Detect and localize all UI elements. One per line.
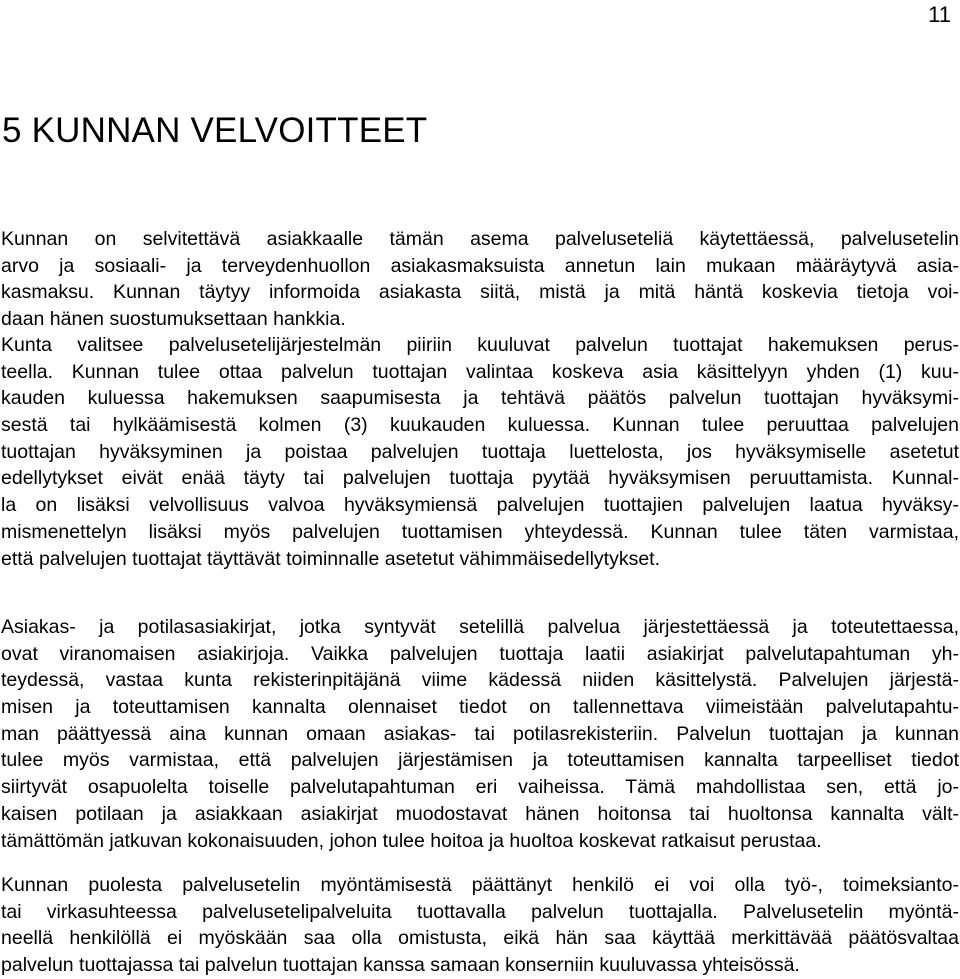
paragraph-2 [1,332,959,572]
text-line: että palvelujen tuottajat täyttävät toiminnalle asetetut vähimmäisedellytykset. [1,547,661,570]
paragraph-1 [1,226,959,333]
text-line: edellytykset eivät enää täyty tai palvelujen tuottaja pyytää hyväksymisen peruuttamista. Kunnal- [1,467,959,490]
text-line: man päättyessä aina kunnan omaan asiakas- tai potilasrekisteriin. Palvelun tuottajan ja kunnan [1,722,959,745]
text-line: Asiakas- ja potilasasiakirjat, jotka syntyvät setelillä palvelua järjestettäessä ja toteutettaessa, [1,616,959,638]
text-line: neellä henkilöllä ei myöskään saa olla omistusta, eikä hän saa käyttää merkittävää päätösvaltaa [1,927,959,950]
text-line: siirtyvät osapuolelta toiselle palvelutapahtuman eri vaiheissa. Tämä mahdollistaa sen, että jo- [1,776,959,799]
paragraph-3 [1,614,959,854]
text-line: la on lisäksi velvollisuus valvoa hyväksymiensä palvelujen tuottajien palvelujen laatua hyväksy- [1,494,959,517]
text-line: tuottajan hyväksyminen ja poistaa palvelujen tuottaja luettelosta, jos hyväksymiselle asetetut [1,440,959,463]
section-heading: 5 KUNNAN VELVOITTEET [2,111,428,150]
paragraph-4 [1,872,959,979]
text-line: misen ja toteuttamisen kannalta olennaiset tiedot on tallennettava viimeistään palvelutapahtu- [1,696,959,719]
text-line: kaisen potilaan ja asiakkaan asiakirjat muodostavat hänen hoitonsa tai huoltonsa kannalta vält- [1,802,959,825]
text-line: sestä tai hylkäämisestä kolmen (3) kuukauden kuluessa. Kunnan tulee peruuttaa palvelujen [1,414,959,437]
text-line: Kunnan on selvitettävä asiakkaalle tämän asema palveluseteliä käytettäessä, palvelusetelin [1,228,959,250]
page-number: 11 [928,2,951,27]
text-line: arvo ja sosiaali- ja terveydenhuollon asiakasmaksuista annetun lain mukaan määräytyvä asia- [1,254,959,277]
text-line: teydessä, vastaa kunta rekisterinpitäjänä viime kädessä niiden käsittelystä. Palvelujen järjestä- [1,669,959,692]
text-line: Kunnan puolesta palvelusetelin myöntämisestä päättänyt henkilö ei voi olla työ-, toimeksianto- [1,874,959,896]
text-line: kasmaksu. Kunnan täytyy informoida asiakasta siitä, mistä ja mitä häntä koskevia tietoja voi- [1,281,959,304]
text-line: daan hänen suostumuksettaan hankkia. [1,308,346,331]
text-line: mismenettelyn lisäksi myös palvelujen tuottamisen yhteydessä. Kunnan tulee täten varmistaa, [1,520,959,543]
text-line: ovat viranomaisen asiakirjoja. Vaikka palvelujen tuottaja laatii asiakirjat palvelutapahtuman yh- [1,642,959,665]
text-line: tai virkasuhteessa palvelusetelipalveluita tuottavalla palvelun tuottajalla. Palvelusetelin myöntä- [1,900,959,923]
text-line: teella. Kunnan tulee ottaa palvelun tuottajan valintaa koskeva asia käsittelyyn yhden (1) kuu- [1,360,959,383]
text-line: palvelun tuottajassa tai palvelun tuottajan kanssa samaan konserniin kuuluvassa yhteisössä. [1,954,800,977]
text-line: Kunta valitsee palvelusetelijärjestelmän piiriin kuuluvat palvelun tuottajat hakemuksen perus- [1,334,959,356]
text-line: kauden kuluessa hakemuksen saapumisesta ja tehtävä päätös palvelun tuottajan hyväksymi- [1,387,959,410]
text-line: tulee myös varmistaa, että palvelujen järjestämisen ja toteuttamisen kannalta tarpeelliset tiedot [1,749,959,772]
text-line: tämättömän jatkuvan kokonaisuuden, johon tulee hoitoa ja huoltoa koskevat ratkaisut perustaa. [1,829,822,852]
